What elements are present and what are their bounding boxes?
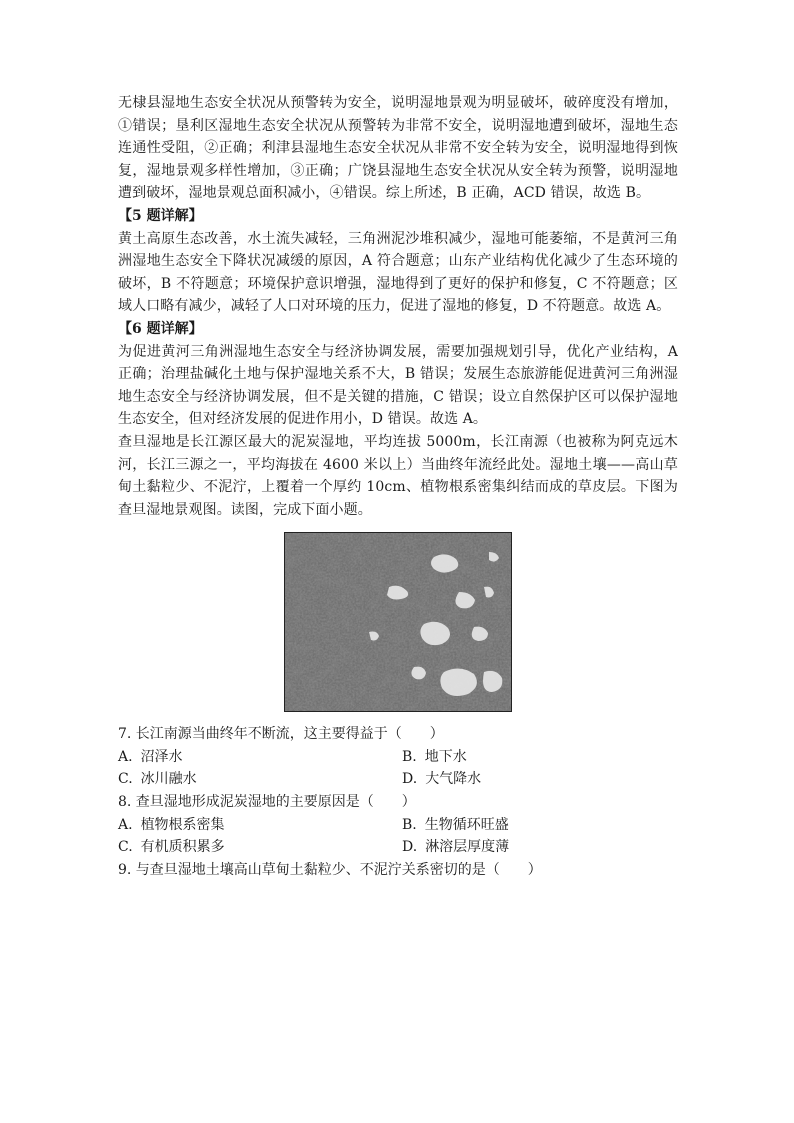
document-page	[118, 92, 678, 881]
wetland-landscape-photo	[284, 532, 512, 712]
question-6-explanation: 为促进黄河三角洲湿地生态安全与经济协调发展，需要加强规划引导，优化产业结构，A 正确；治理盐碱化土地与保护湿地关系不大，B 错误；发展生态旅游能促进黄河三角洲湿地生态安全与经济协调发展，但不是关键的措施，C 错误；设立自然保护区可以保护湿地生态安全，但对经济发展的促进作用小，D 错误。故选 A。	[118, 343, 678, 428]
question-5-heading: 【5 题详解】	[118, 207, 203, 224]
question-7-option-d[interactable]	[402, 768, 678, 791]
question-8	[118, 791, 678, 859]
question-8-option-d[interactable]	[402, 836, 678, 859]
question-7-option-b[interactable]	[402, 746, 678, 769]
question-8-option-a[interactable]	[118, 814, 402, 837]
question-7-options	[118, 746, 678, 791]
question-7-option-a[interactable]	[118, 746, 402, 769]
wetland-landscape-figure	[118, 532, 678, 712]
question-9-stem: 9. 与查旦湿地土壤高山草甸土黏粒少、不泥泞关系密切的是（ ）	[118, 861, 542, 878]
question-5-explanation: 黄土高原生态改善，水土流失减轻，三角洲泥沙堆积减少，湿地可能萎缩，不是黄河三角洲湿地生态安全下降状况减缓的原因，A 符合题意；山东产业结构优化减少了生态环境的破坏，B 不符题意；环境保护意识增强，湿地得到了更好的保护和修复，C 不符题意；区域人口略有减少，减轻了人口对环境的压力，促进了湿地的修复，D 不符题意。故选 A。	[118, 230, 678, 315]
option-letter: C.	[118, 771, 133, 788]
question-7-option-c[interactable]	[118, 768, 402, 791]
question-8-option-b[interactable]	[402, 814, 678, 837]
option-letter: A.	[118, 816, 133, 833]
option-letter: C.	[118, 839, 133, 856]
option-letter: B.	[402, 748, 417, 765]
answer-paragraph-4: 无棣县湿地生态安全状况从预警转为安全，说明湿地景观为明显破坏，破碎度没有增加，①错误；垦利区湿地生态安全状况从预警转为非常不安全，说明湿地遭到破坏，湿地生态连通性受阻，②正确；利津县湿地生态安全状况从非常不安全转为安全，说明湿地得到恢复，湿地景观多样性增加，③正确；广饶县湿地生态安全状况从安全转为预警，说明湿地遭到破坏，湿地景观总面积减小，④错误。综上所述，B 正确，ACD 错误，故选 B。	[118, 95, 678, 202]
option-text: 生物循环旺盛	[424, 816, 509, 833]
option-letter: D.	[402, 771, 418, 788]
question-8-stem: 8. 查旦湿地形成泥炭湿地的主要原因是（ ）	[118, 794, 416, 811]
option-text: 冰川融水	[140, 771, 197, 788]
option-letter: B.	[402, 816, 417, 833]
question-9	[118, 859, 678, 882]
option-text: 大气降水	[425, 771, 482, 788]
option-letter: A.	[118, 748, 133, 765]
material-intro-paragraph: 查旦湿地是长江源区最大的泥炭湿地，平均连拔 5000m，长江南源（也被称为阿克远木河，长江三源之一，平均海拔在 4600 米以上）当曲终年流经此处。湿地土壤——高山草甸土黏粒少、不泥泞，上覆着一个厚约 10cm、植物根系密集纠结而成的草皮层。下图为查旦湿地景观图。读图，完成下面小题。	[118, 433, 678, 518]
option-text: 淋溶层厚度薄	[425, 839, 510, 856]
option-text: 植物根系密集	[140, 816, 225, 833]
question-7-stem: 7. 长江南源当曲终年不断流，这主要得益于（ ）	[118, 726, 444, 743]
option-text: 地下水	[424, 748, 467, 765]
option-text: 沼泽水	[140, 748, 183, 765]
option-letter: D.	[402, 839, 418, 856]
question-8-option-c[interactable]	[118, 836, 402, 859]
question-6-heading: 【6 题详解】	[118, 320, 203, 337]
option-text: 有机质积累多	[140, 839, 225, 856]
question-7	[118, 723, 678, 791]
question-8-options	[118, 814, 678, 859]
